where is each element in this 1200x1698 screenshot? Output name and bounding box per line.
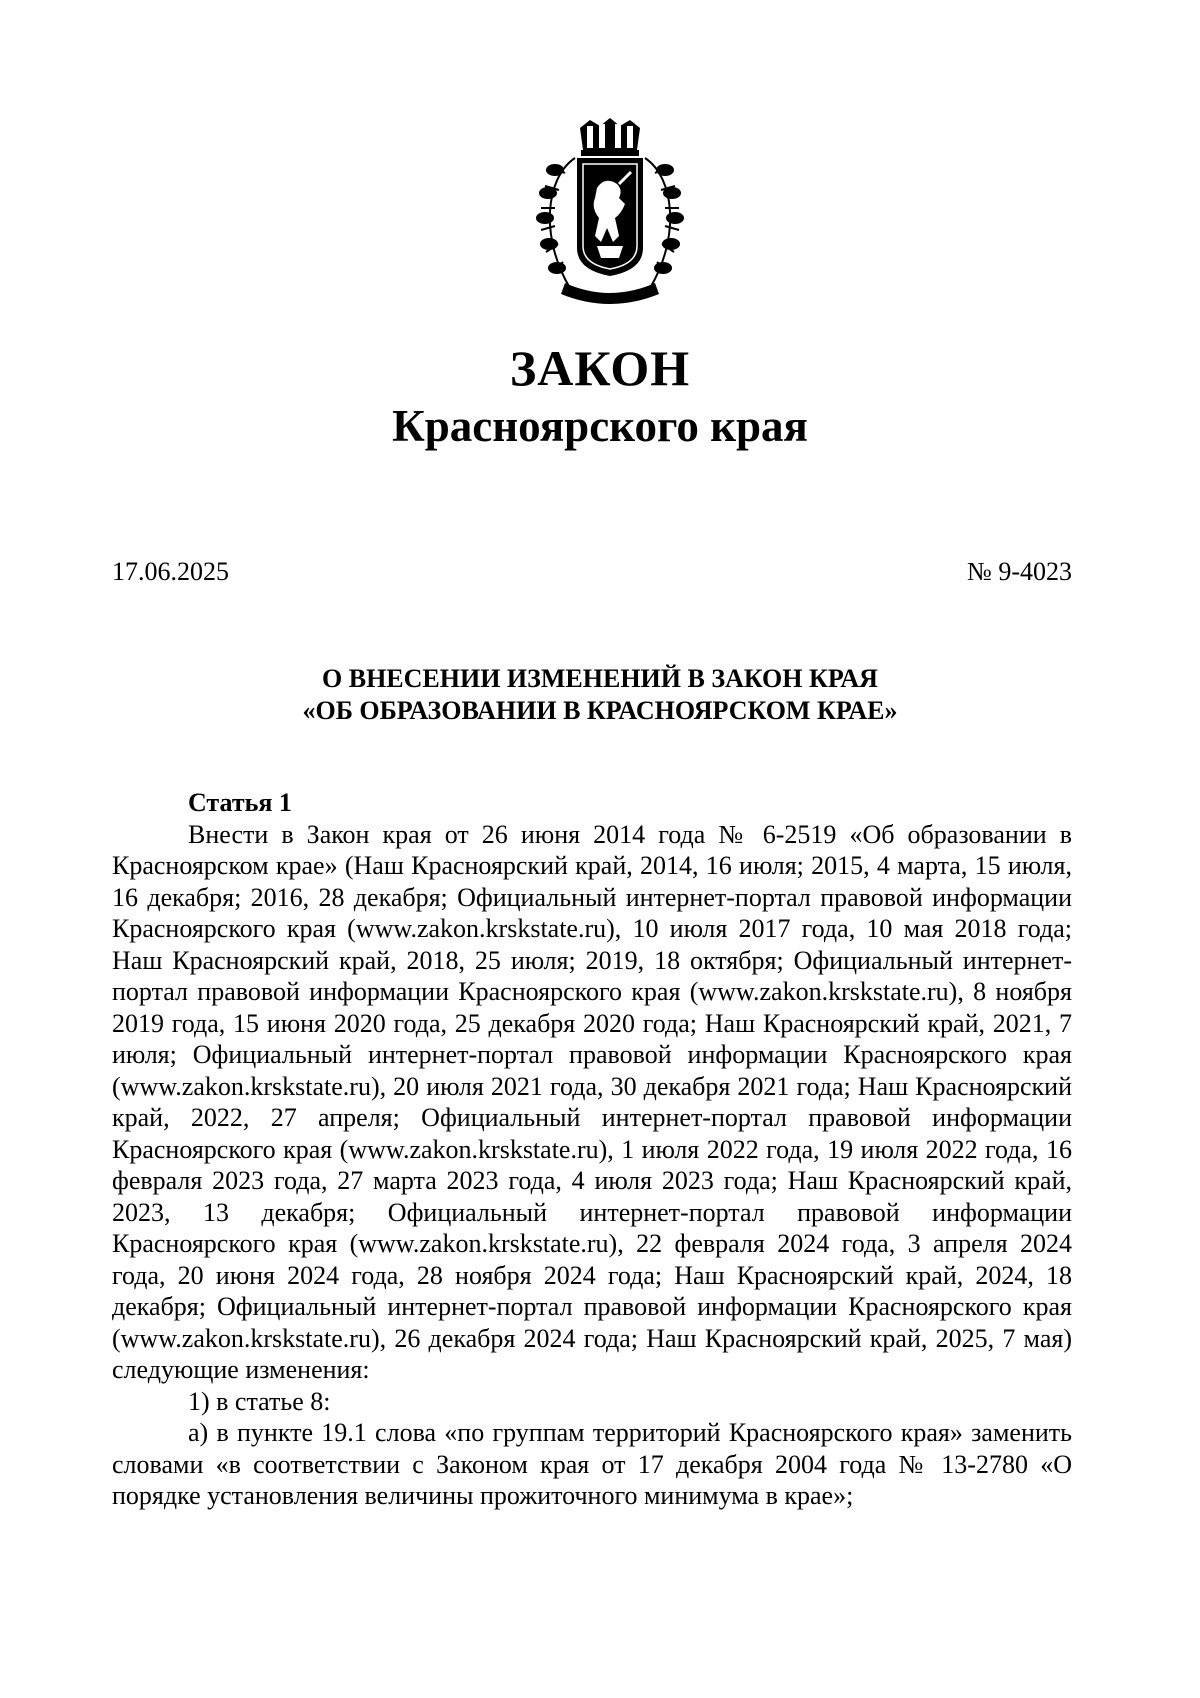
right-wreath-icon — [645, 158, 683, 288]
law-subject-line-2: «ОБ ОБРАЗОВАНИИ В КРАСНОЯРСКОМ КРАЕ» — [302, 696, 898, 725]
law-region: Красноярского края — [392, 401, 808, 451]
article-paragraph: Внести в Закон края от 26 июня 2014 года № 6-2519 «Об образовании в Красноярском крае» (Наш Красноярский край, 2014, 16 июля; 2015, 4 марта, 15 июля, 16 декабря; 2016, 28 декабря; Официальный интернет-портал правовой информации Красноярского края (www.zakon.krskstate.ru), 10 июля 2017 года, 10 мая 2018 года; Наш Красноярский край, 2018, 25 июля; 2019, 18 октября; Официальный интернет-портал правовой информации Красноярского края (www.zakon.krskstate.ru), 8 ноября 2019 года, 15 июня 2020 года, 25 декабря 2020 года; Наш Красноярский край, 2021, 7 июля; Официальный интернет-портал правовой информации Красноярского края (www.zakon.krskstate.ru), 20 июля 2021 года, 30 декабря 2021 года; Наш Красноярский край, 2022, 27 апреля; Официальный интернет-портал правовой информации Красноярского края (www.zakon.krskstate.ru), 1 июля 2022 года, 19 июля 2022 года, 16 февраля 2023 года, 27 марта 2023 года, 4 июля 2023 года; Наш Красноярский край, 2023, 13 декабря; Официальный интернет-портал правовой информации Красноярского края (www.zakon.krskstate.ru), 22 февраля 2024 года, 3 апреля 2024 года, 20 июня 2024 года, 28 ноября 2024 года; Наш Красноярский край, 2024, 18 декабря; Официальный интернет-портал правовой информации Красноярского края (www.zakon.krskstate.ru), 26 декабря 2024 года; Наш Красноярский край, 2025, 7 мая) следующие изменения: — [112, 819, 1072, 1384]
article-body — [112, 787, 1072, 1512]
coat-of-arms-emblem — [535, 118, 685, 308]
ribbon-icon — [561, 283, 659, 304]
article-item-1: 1) в статье 8: — [188, 1386, 331, 1416]
law-subject-line-1: О ВНЕСЕНИИ ИЗМЕНЕНИЙ В ЗАКОН КРАЯ — [322, 664, 878, 693]
law-number: № 9-4023 — [967, 557, 1072, 586]
article-heading: Статья 1 — [188, 788, 292, 817]
shield-icon — [577, 158, 643, 276]
law-title: ЗАКОН — [509, 340, 691, 396]
left-wreath-icon — [537, 158, 575, 288]
article-item-a: а) в пункте 19.1 слова «по группам территорий Красноярского края» заменить словами «в соответствии с Законом края от 17 декабря 2004 года № 13-2780 «О порядке установления величины прожиточного минимума в крае»; — [112, 1418, 1072, 1510]
law-date: 17.06.2025 — [112, 557, 229, 586]
crown-icon — [580, 118, 640, 156]
